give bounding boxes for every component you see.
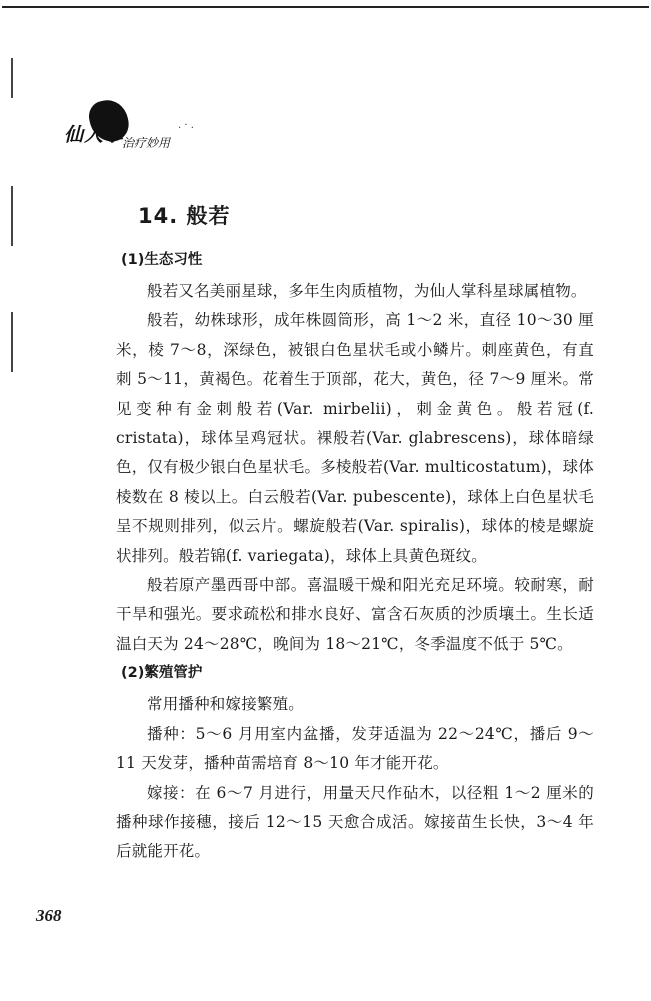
page-content: [116, 200, 594, 867]
subheading-propagation: (2)繁殖管护: [121, 665, 203, 682]
margin-mark: [11, 58, 13, 98]
top-border-rule: [2, 6, 649, 8]
paragraph: 常用播种和嫁接繁殖。: [147, 695, 305, 714]
logo-subtitle: 治疗妙用: [122, 136, 171, 150]
logo-title: 仙人掌: [64, 124, 125, 146]
paragraph: 嫁接：在 6～7 月进行，用量天尺作砧木，以径粗 1～2 厘米的播种球作接穗，接后 12～15 天愈合成活。嫁接苗生长快，3～4 年后就能开花。: [116, 783, 594, 861]
paragraph: 播种：5～6 月用室内盆播，发芽适温为 22～24℃，播后 9～11 天发芽，播种苗需培育 8～10 年才能开花。: [116, 724, 594, 773]
logo-dots: . · .: [178, 120, 194, 131]
margin-mark: [11, 186, 13, 246]
margin-mark: [11, 312, 13, 372]
paragraph: 般若原产墨西哥中部。喜温暖干燥和阳光充足环境。较耐寒，耐干旱和强光。要求疏松和排水良好、富含石灰质的沙质壤土。生长适温白天为 24～28℃，晚间为 18～21℃，冬季温度不低于 5℃。: [116, 576, 594, 653]
section-title: 14. 般若: [138, 204, 231, 228]
paragraph: 般若又名美丽星球，多年生肉质植物，为仙人掌科星球属植物。: [147, 282, 587, 300]
subheading-ecology: (1)生态习性: [121, 252, 203, 268]
book-logo: [60, 100, 230, 160]
paragraph: 般若，幼株球形，成年株圆筒形，高 1～2 米，直径 10～30 厘米，棱 7～8，深绿色，被银白色星状毛或小鳞片。刺座黄色，有直刺 5～11，黄褐色。花着生于顶部，花大，黄色，径 7～9 厘米。常见变种有金刺般若(Var. mirbelii)，刺金黄色。般若冠(f. cristata)，球体呈鸡冠状。裸般若(Var. glabrescens)，球体暗绿色，仅有极少银白色星状毛。多棱般若(Var. multicostatum)，球体棱数在 8 棱以上。白云般若(Var. pubescente)，球体上白色星状毛呈不规则排列，似云片。螺旋般若(Var. spiralis)，球体的棱是螺旋状排列。般若锦(f. variegata)，球体上具黄色斑纹。: [116, 311, 594, 565]
page-number: 368: [36, 906, 62, 925]
